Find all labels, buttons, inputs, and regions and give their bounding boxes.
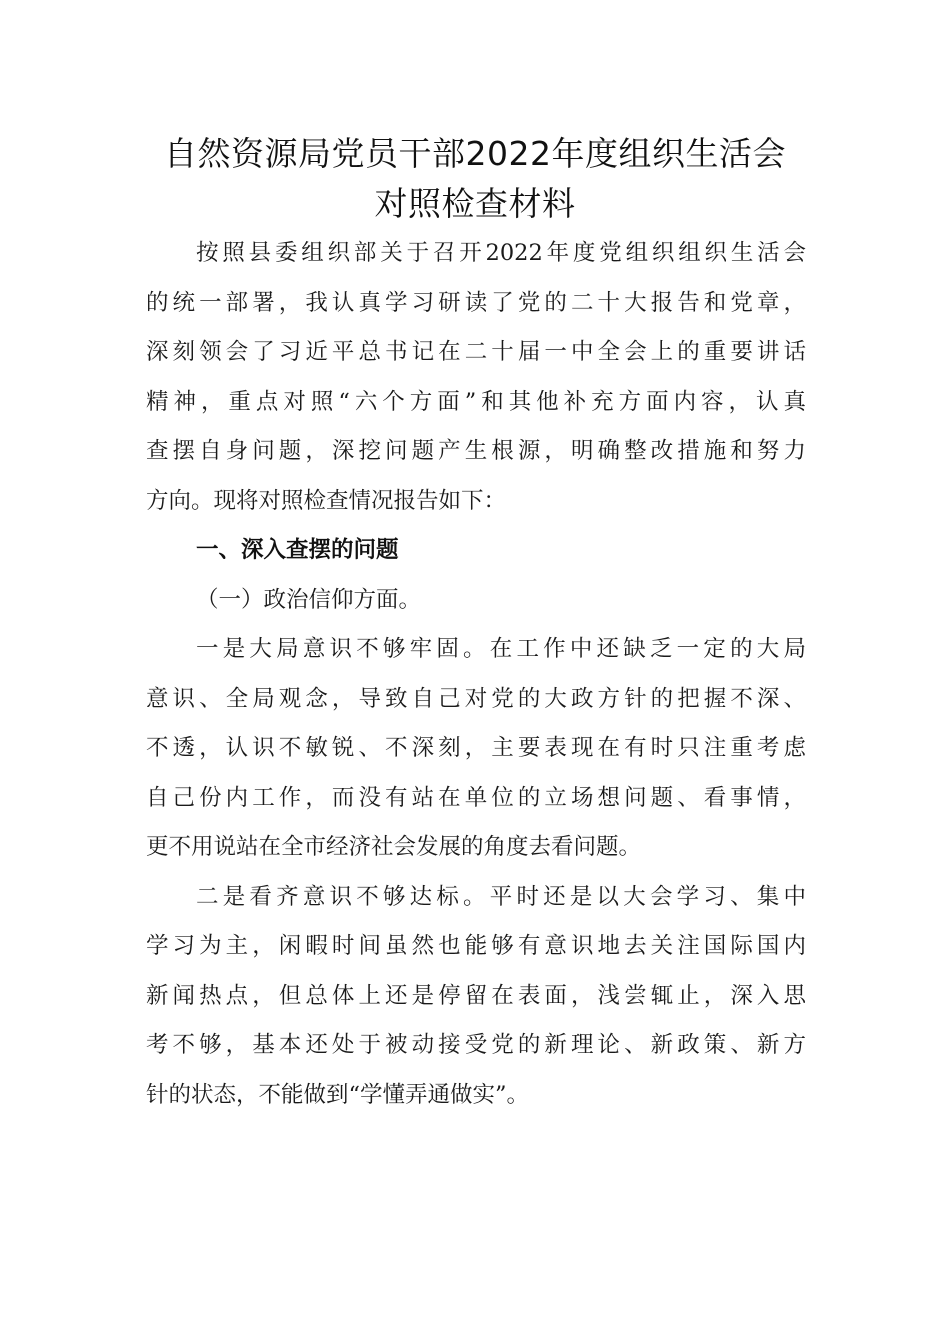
intro-line: 精神，重点对照“六个方面”和其他补充方面内容，认真	[146, 389, 806, 415]
intro-line: 深刻领会了习近平总书记在二十届一中全会上的重要讲话	[146, 339, 806, 365]
paragraph-line: 学习为主，闲暇时间虽然也能够有意识地去关注国际国内	[146, 933, 806, 959]
paragraph-line: 一是大局意识不够牢固。在工作中还缺乏一定的大局	[196, 636, 806, 662]
paragraph-line: 针的状态，不能做到“学懂弄通做实”。	[146, 1082, 530, 1108]
intro-line: 的统一部署，我认真学习研读了党的二十大报告和党章，	[146, 290, 806, 316]
section-heading: 一、深入查摆的问题	[196, 537, 399, 563]
paragraph-line: 二是看齐意识不够达标。平时还是以大会学习、集中	[196, 884, 806, 910]
document-title-line-1: 自然资源局党员干部2022年度组织生活会	[164, 134, 786, 173]
intro-line: 方向。现将对照检查情况报告如下：	[146, 488, 507, 514]
paragraph-line: 考不够，基本还处于被动接受党的新理论、新政策、新方	[146, 1032, 806, 1058]
paragraph-line: 新闻热点，但总体上还是停留在表面，浅尝辄止，深入思	[146, 983, 806, 1009]
intro-line: 查摆自身问题，深挖问题产生根源，明确整改措施和努力	[146, 438, 806, 464]
subsection-heading: （一）政治信仰方面。	[196, 587, 422, 613]
document-title-line-2: 对照检查材料	[374, 184, 576, 223]
paragraph-line: 更不用说站在全市经济社会发展的角度去看问题。	[146, 834, 642, 860]
paragraph-line: 不透，认识不敏锐、不深刻，主要表现在有时只注重考虑	[146, 735, 806, 761]
paragraph-line: 意识、全局观念，导致自己对党的大政方针的把握不深、	[146, 686, 806, 712]
paragraph-line: 自己份内工作，而没有站在单位的立场想问题、看事情，	[146, 785, 806, 811]
intro-line: 按照县委组织部关于召开2022年度党组织组织生活会	[196, 240, 806, 266]
